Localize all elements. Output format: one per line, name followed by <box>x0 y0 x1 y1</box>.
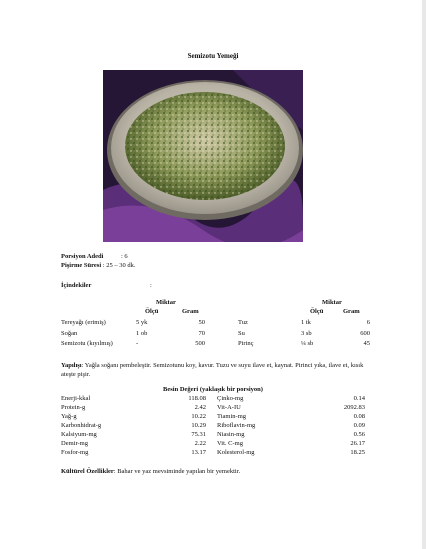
servings-label: Porsiyon Adedi <box>61 253 104 260</box>
nutrient-value: 18.25 <box>350 449 365 456</box>
ingredient-name: Pirinç <box>238 340 254 347</box>
nutrient-name: Fosfor-mg <box>61 449 89 456</box>
ingredients-heading: İçindekiler <box>61 282 92 289</box>
servings-row <box>61 252 135 261</box>
nutrient-value: 13.17 <box>191 449 206 456</box>
ingredient-name: Su <box>238 330 245 337</box>
ingredient-gram: 500 <box>195 340 205 347</box>
nutrient-name: Enerji-kkal <box>61 395 91 402</box>
culture-label: Kültürel Özellikler <box>61 468 114 475</box>
nutrient-name: Kalsiyum-mg <box>61 431 97 438</box>
nutrient-name: Vit-A-IU <box>217 404 241 411</box>
nutrient-value: 2092.83 <box>343 404 365 411</box>
nutrient-value: 2.22 <box>194 440 206 447</box>
nutrient-value: 0.09 <box>353 422 365 429</box>
miktar-header-left: Miktar <box>156 299 176 306</box>
nutrient-name: Tiamin-mg <box>217 413 247 420</box>
nutrient-value: 2.42 <box>194 404 206 411</box>
nutrient-value: 75.31 <box>191 431 206 438</box>
nutrient-value: 0.08 <box>353 413 365 420</box>
gram-header-right: Gram <box>343 308 360 315</box>
ingredient-olcu: 5 yk <box>136 319 148 326</box>
ingredient-olcu: 1 tk <box>301 319 311 326</box>
nutrient-value: 10.29 <box>191 422 206 429</box>
culture-paragraph <box>61 468 240 475</box>
ingredient-gram: 50 <box>198 319 205 326</box>
cook-time-row <box>61 261 135 270</box>
nutrient-name: Vit. C-mg <box>217 440 243 447</box>
recipe-meta <box>61 252 135 270</box>
nutrient-name: Riboflavin-mg <box>217 422 256 429</box>
nutrition-title: Besin Değeri (yaklaşık bir porsiyon) <box>163 386 263 393</box>
olcu-header-right: Ölçü <box>310 308 324 315</box>
ingredient-olcu: 1 ob <box>136 330 148 337</box>
nutrient-name: Kolesterol-mg <box>217 449 255 456</box>
preparation-paragraph <box>61 361 371 379</box>
culture-text: : Bahar ve yaz mevsiminde yapılan bir yemektir. <box>113 468 241 475</box>
document-title: Semizotu Yemeği <box>187 52 239 60</box>
dish-photo <box>103 70 303 242</box>
preparation-text: : Yağla soğanı pembeleştir. Semizotunu koy, kavur. Tuzu ve suyu ilave et, kaynat. Pirinci yıka, ilave et, kısık ateşte pişir. <box>61 362 364 378</box>
preparation-label: Yapılışı <box>61 362 82 369</box>
nutrient-value: 10.22 <box>191 413 206 420</box>
ingredient-name: Tereyağı (erimiş) <box>61 319 106 326</box>
ingredient-gram: 6 <box>366 319 370 326</box>
nutrient-name: Çinko-mg <box>217 395 244 402</box>
nutrient-name: Yağ-g <box>61 413 77 420</box>
nutrient-value: 26.17 <box>350 440 365 447</box>
ingredient-name: Semizotu (kıyılmış) <box>61 340 113 347</box>
nutrient-value: 118.08 <box>188 395 206 402</box>
cook-time-value: : 25 – 30 dk. <box>102 262 136 269</box>
ingredient-olcu: 3 sb <box>301 330 312 337</box>
page-edge <box>422 0 426 549</box>
olcu-header-left: Ölçü <box>145 308 159 315</box>
ingredient-olcu: - <box>136 340 139 347</box>
ingredients-colon: : <box>150 282 152 289</box>
nutrient-name: Demir-mg <box>61 440 88 447</box>
miktar-header-right: Miktar <box>322 299 342 306</box>
nutrient-value: 0.56 <box>353 431 365 438</box>
ingredient-name: Tuz <box>238 319 248 326</box>
cook-time-label: Pişirme Süresi <box>61 262 102 269</box>
nutrient-name: Protein-g <box>61 404 86 411</box>
servings-value: : 6 <box>121 253 128 260</box>
gram-header-left: Gram <box>182 308 199 315</box>
ingredient-gram: 70 <box>198 330 205 337</box>
ingredient-gram: 45 <box>363 340 370 347</box>
ingredient-gram: 600 <box>360 330 370 337</box>
nutrient-value: 0.14 <box>353 395 365 402</box>
ingredient-olcu: ¼ sb <box>301 340 314 347</box>
ingredient-name: Soğan <box>61 330 78 337</box>
nutrient-name: Karbonhidrat-g <box>61 422 102 429</box>
nutrient-name: Niasin-mg <box>217 431 245 438</box>
